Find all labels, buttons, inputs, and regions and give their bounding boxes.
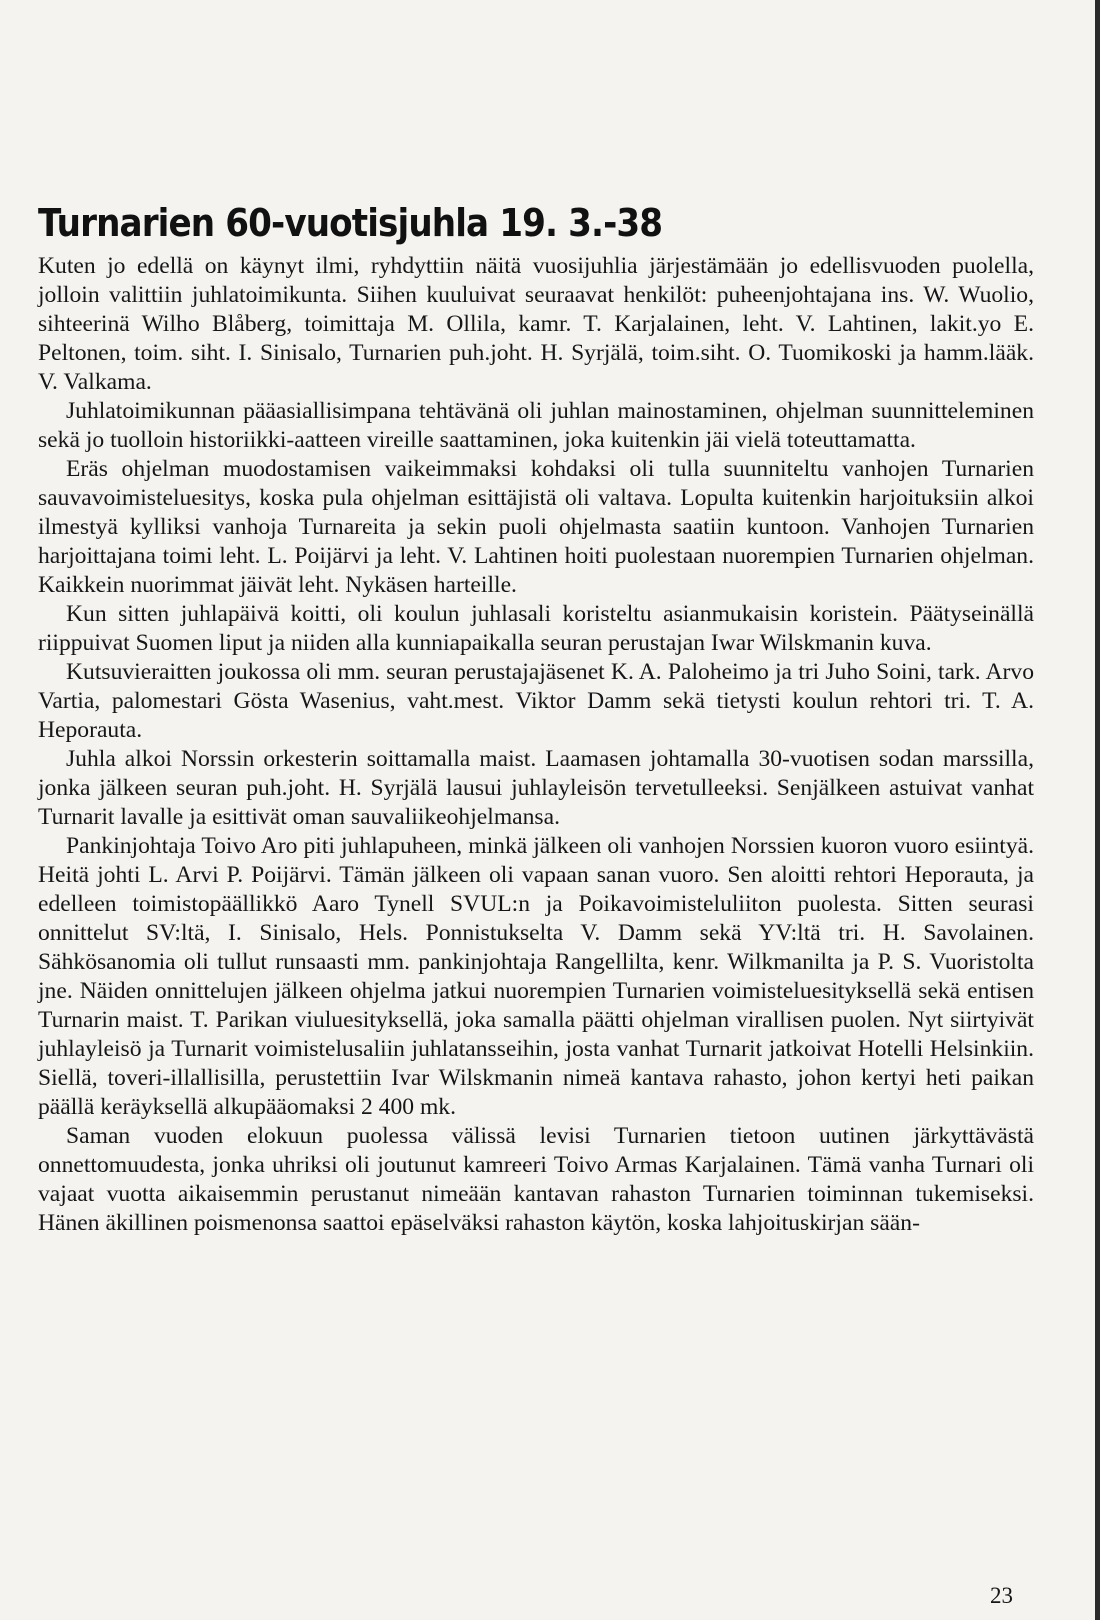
paragraph: Juhlatoimikunnan pääasiallisimpana tehtävänä oli juhlan mainostaminen, ohjelman suunnitteleminen sekä jo tuolloin historiikki-aatteen vireille saattaminen, joka kuitenkin jäi vielä toteuttamatta. [38, 398, 1034, 453]
paragraph: Eräs ohjelman muodostamisen vaikeimmaksi kohdaksi oli tulla suunniteltu vanhojen Turnarien sauvavoimisteluesitys, koska pula ohjelman esittäjistä oli valtava. Lopulta kuitenkin harjoituksiin alkoi ilmestyä kylliksi vanhoja Turnareita ja sekin puoli ohjelmasta saatiin kuntoon. Vanhojen Turnarien harjoittajana toimi leht. L. Poijärvi ja leht. V. Lahtinen hoiti puolestaan nuorempien Turnarien ohjelman. Kaikkein nuorimmat jäivät leht. Nykäsen harteille. [38, 456, 1034, 598]
document-page [38, 200, 1034, 1238]
paragraph: Juhla alkoi Norssin orkesterin soittamalla maist. Laamasen johtamalla 30-vuotisen sodan marssilla, jonka jälkeen seuran puh.joht. H. Syrjälä lausui juhlayleisön tervetulleeksi. Senjälkeen astuivat vanhat Turnarit lavalle ja esittivät oman sauvaliikeohjelmansa. [38, 746, 1034, 830]
article-title: Turnarien 60-vuotisjuhla 19. 3.-38 [38, 201, 663, 245]
page-edge-shadow [1095, 0, 1100, 1620]
paragraph: Saman vuoden elokuun puolessa välissä levisi Turnarien tietoon uutinen järkyttävästä onnettomuudesta, jonka uhriksi oli joutunut kamreeri Toivo Armas Karjalainen. Tämä vanha Turnari oli vajaat vuotta aikaisemmin perustanut nimeään kantavan rahaston Turnarien toiminnan tukemiseksi. Hänen äkillinen poismenonsa saattoi epäselväksi rahaston käytön, koska lahjoituskirjan sään- [38, 1123, 1034, 1236]
paragraph: Pankinjohtaja Toivo Aro piti juhlapuheen, minkä jälkeen oli vanhojen Norssien kuoron vuoro esiintyä. Heitä johti L. Arvi P. Poijärvi. Tämän jälkeen oli vapaan sanan vuoro. Sen aloitti rehtori Heporauta, ja edelleen toimistopäällikkö Aaro Tynell SVUL:n ja Poikavoimisteluliiton puolesta. Sitten seurasi onnittelut SV:ltä, I. Sinisalo, Hels. Ponnistukselta V. Damm sekä YV:ltä tri. H. Savolainen. Sähkösanomia oli tullut runsaasti mm. pankinjohtaja Rangellilta, kenr. Wilkmanilta ja P. S. Vuoristolta jne. Näiden onnittelujen jälkeen ohjelma jatkui nuorempien Turnarien voimisteluesityksellä sekä entisen Turnarin maist. T. Parikan viuluesityksellä, joka samalla päätti ohjelman virallisen puolen. Nyt siirtyivät juhlayleisö ja Turnarit voimistelusaliin juhlatansseihin, josta vanhat Turnarit jatkoivat Hotelli Helsinkiin. Siellä, toveri-illallisilla, perustettiin Ivar Wilskmanin nimeä kantava rahasto, johon kertyi heti paikan päällä keräyksellä alkupääomaksi 2 400 mk. [38, 833, 1034, 1120]
paragraph: Kutsuvieraitten joukossa oli mm. seuran perustajajäsenet K. A. Paloheimo ja tri Juho Soini, tark. Arvo Vartia, palomestari Gösta Wasenius, vaht.mest. Viktor Damm sekä tietysti koulun rehtori tri. T. A. Heporauta. [38, 659, 1034, 743]
paragraph: Kuten jo edellä on käynyt ilmi, ryhdyttiin näitä vuosijuhlia järjestämään jo edellisvuoden puolella, jolloin valittiin juhlatoimikunta. Siihen kuuluivat seuraavat henkilöt: puheenjohtajana ins. W. Wuolio, sihteerinä Wilho Blåberg, toimittaja M. Ollila, kamr. T. Karjalainen, leht. V. Lahtinen, lakit.yo E. Peltonen, toim. siht. I. Sinisalo, Turnarien puh.joht. H. Syrjälä, toim.siht. O. Tuomikoski ja hamm.lääk. V. Valkama. [38, 253, 1034, 395]
paragraph: Kun sitten juhlapäivä koitti, oli koulun juhlasali koristeltu asianmukaisin koristein. Päätyseinällä riippuivat Suomen liput ja niiden alla kunniapaikalla seuran perustajan Iwar Wilskmanin kuva. [38, 601, 1034, 656]
article-body [38, 252, 1034, 1238]
page-number: 23 [990, 1583, 1013, 1608]
